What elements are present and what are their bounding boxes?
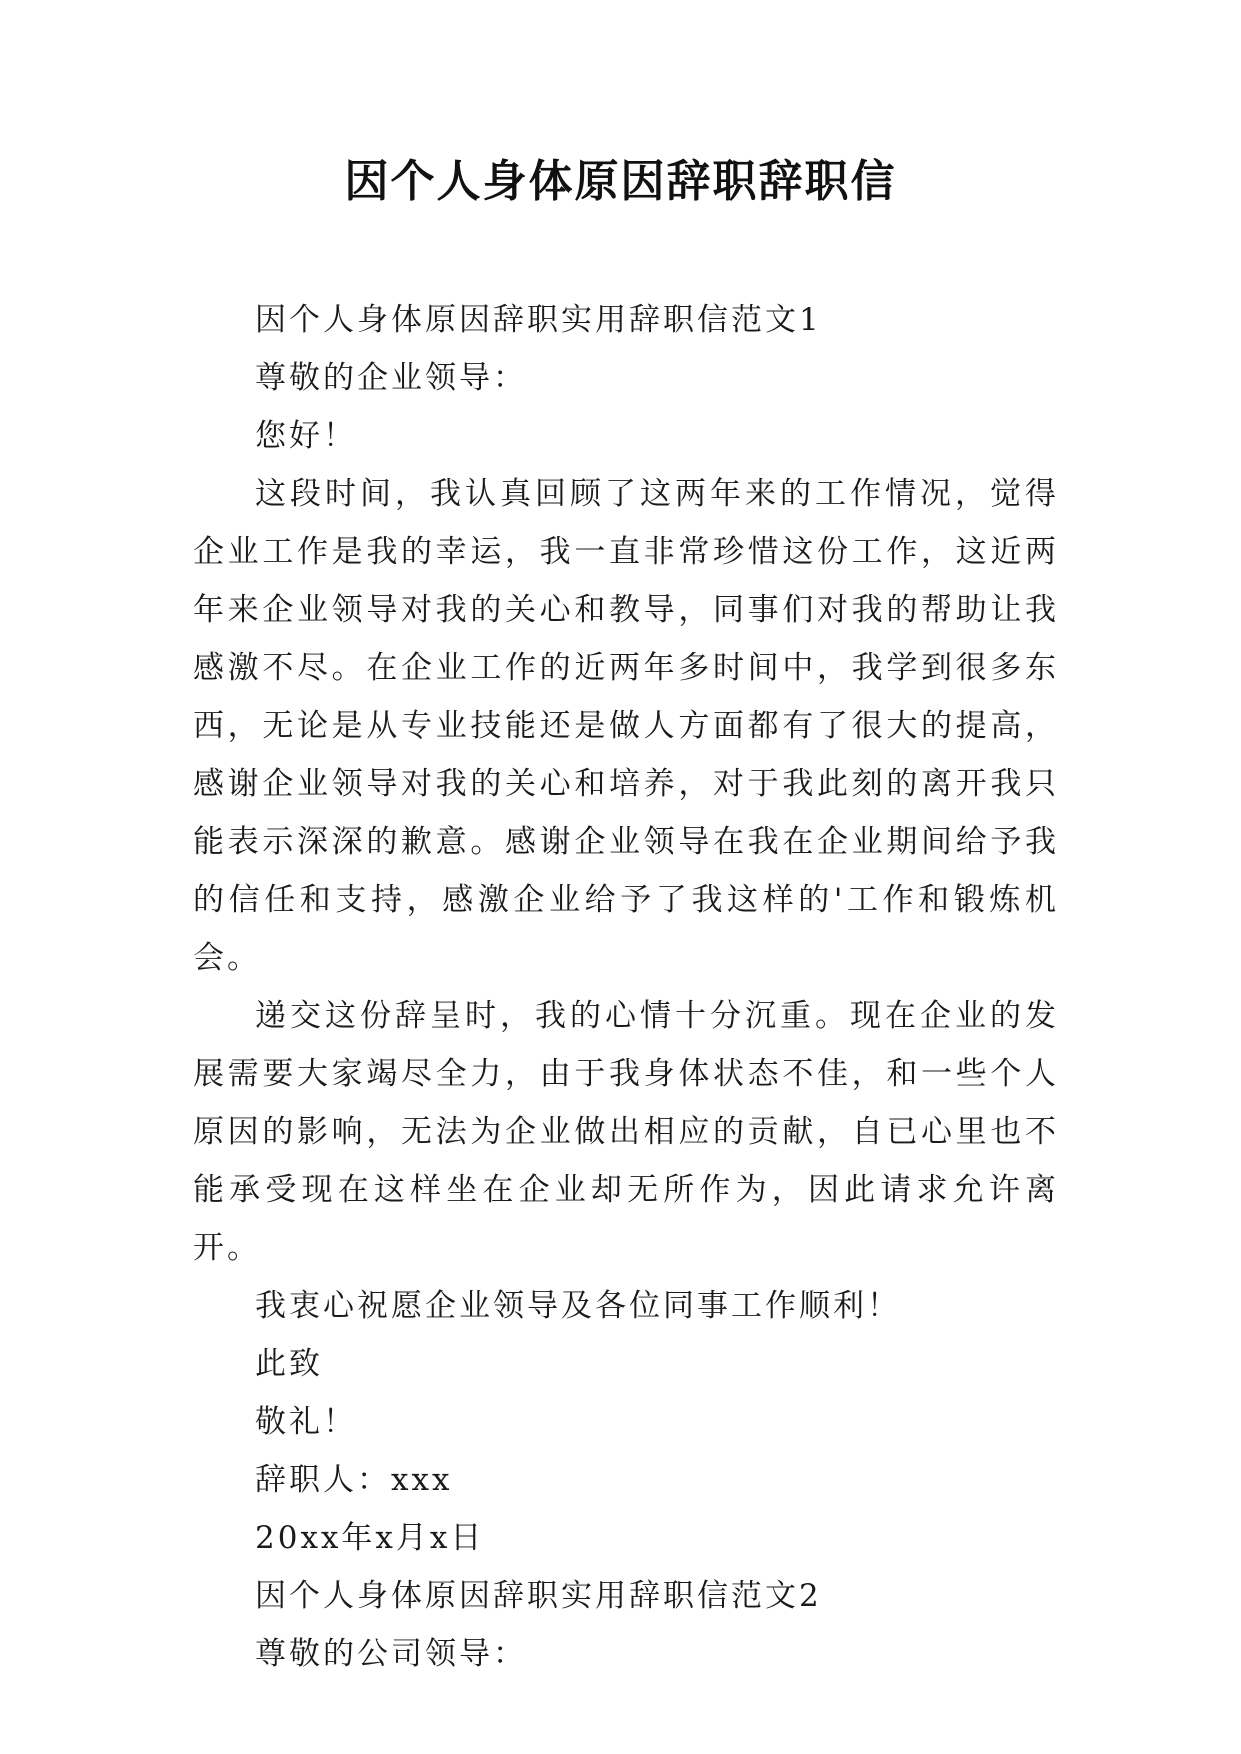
body-paragraph-2: 递交这份辞呈时，我的心情十分沉重。现在企业的发展需要大家竭尽全力，由于我身体状态不佳，和一些个人原因的影响，无法为企业做出相应的贡献，自已心里也不能承受现在这样坐在企业却无所作为，因此请求允许离开。 bbox=[193, 998, 1059, 1266]
closing-wish: 我衷心祝愿企业领导及各位同事工作顺利！ bbox=[255, 1288, 901, 1324]
body-paragraph-1: 这段时间，我认真回顾了这两年来的工作情况，觉得企业工作是我的幸运，我一直非常珍惜这份工作，这近两年来企业领导对我的关心和教导，同事们对我的帮助让我感激不尽。在企业工作的近两年多时间中，我学到很多东西，无论是从专业技能还是做人方面都有了很大的提高，感谢企业领导对我的关心和培养，对于我此刻的离开我只能表示深深的歉意。感谢企业领导在我在企业期间给予我的信任和支持，感激企业给予了我这样的'工作和锻炼机会。 bbox=[193, 476, 1059, 976]
signature: 辞职人：xxx bbox=[255, 1462, 453, 1498]
sample-heading-1: 因个人身体原因辞职实用辞职信范文1 bbox=[255, 302, 822, 338]
greeting: 您好！ bbox=[255, 418, 357, 454]
document-title: 因个人身体原因辞职辞职信 bbox=[344, 156, 897, 207]
document-body bbox=[193, 291, 1059, 1683]
date: 20xx年x月x日 bbox=[255, 1520, 485, 1556]
sample-heading-2: 因个人身体原因辞职实用辞职信范文2 bbox=[255, 1578, 822, 1614]
salutation-2: 尊敬的公司领导： bbox=[255, 1636, 527, 1672]
closing-jingli: 敬礼！ bbox=[255, 1404, 357, 1440]
salutation: 尊敬的企业领导： bbox=[255, 360, 527, 396]
closing-cizhi: 此致 bbox=[255, 1346, 323, 1382]
